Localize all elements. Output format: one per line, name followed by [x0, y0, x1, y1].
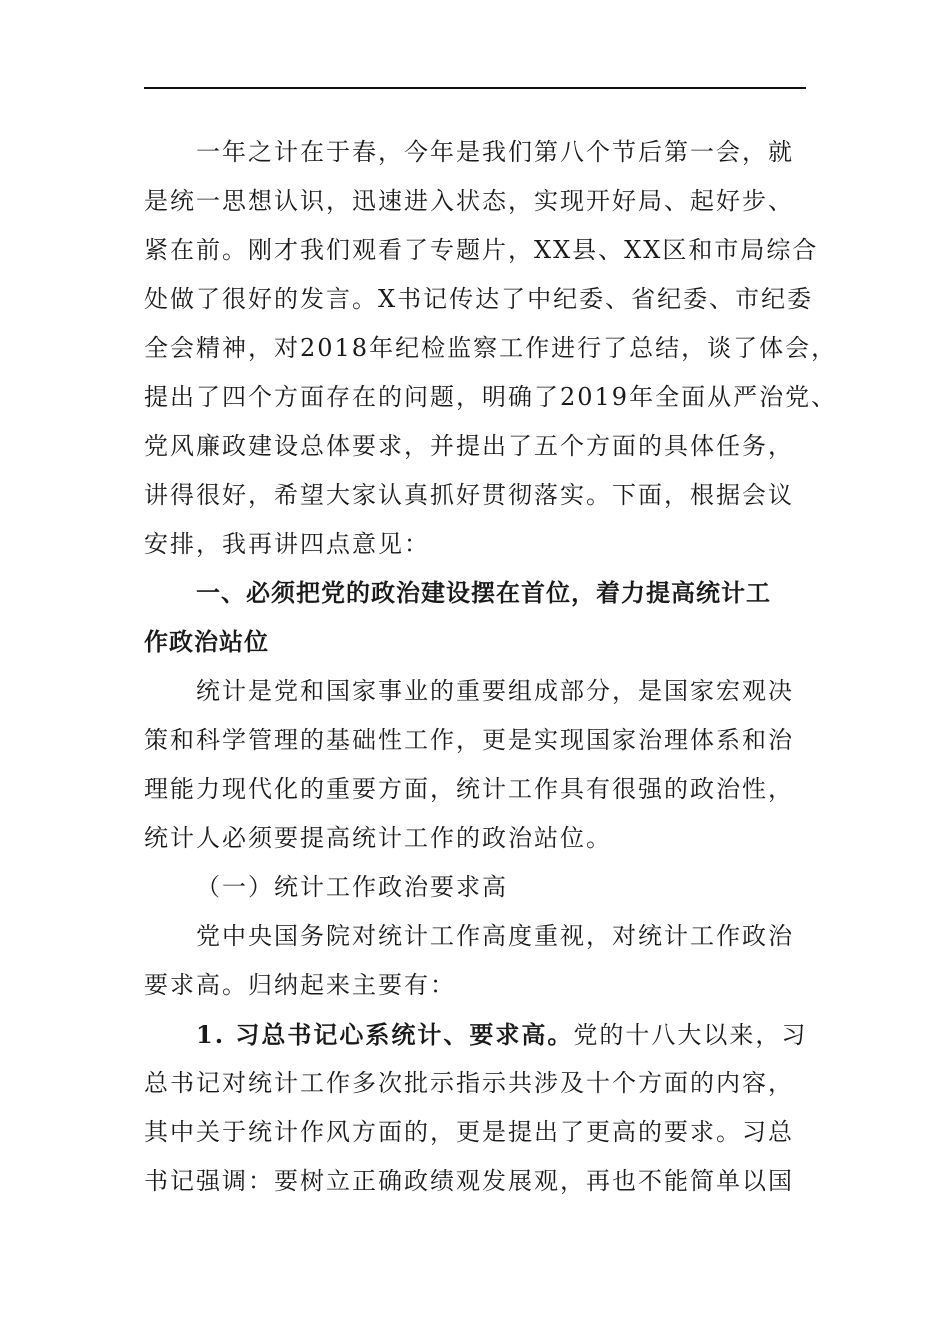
- paragraph-line: 统计人必须要提高统计工作的政治站位。: [144, 824, 612, 852]
- item-heading: 1. 习总书记心系统计、要求高。: [196, 1020, 574, 1049]
- paragraph-line: 一年之计在于春，今年是我们第八个节后第一会，就: [196, 138, 794, 166]
- paragraph-line: 党中央国务院对统计工作高度重视，对统计工作政治: [196, 922, 794, 950]
- paragraph-line: 全会精神，对2018年纪检监察工作进行了总结，谈了体会，: [144, 334, 838, 362]
- section-heading: 作政治站位: [144, 628, 269, 656]
- paragraph-line: 书记强调：要树立正确政绩观发展观，再也不能简单以国: [144, 1167, 794, 1195]
- paragraph-line: 其中关于统计作风方面的，更是提出了更高的要求。习总: [144, 1118, 794, 1146]
- paragraph-line: [144, 1010, 806, 1059]
- subsection-heading: （一）统计工作政治要求高: [196, 873, 508, 901]
- paragraph-line: 处做了很好的发言。X书记传达了中纪委、省纪委、市纪委: [144, 285, 814, 313]
- paragraph-line: 要求高。归纳起来主要有：: [144, 971, 456, 999]
- body-text: [144, 128, 838, 1206]
- paragraph-line: 策和科学管理的基础性工作，更是实现国家治理体系和治: [144, 726, 794, 754]
- paragraph-line: 党风廉政建设总体要求，并提出了五个方面的具体任务，: [144, 432, 794, 460]
- paragraph-line: 安排，我再讲四点意见：: [144, 530, 430, 558]
- header-rule: [144, 87, 806, 89]
- paragraph-line: 理能力现代化的重要方面，统计工作具有很强的政治性，: [144, 775, 794, 803]
- section-heading: 一、必须把党的政治建设摆在首位，着力提高统计工: [196, 579, 771, 607]
- paragraph-line: 统计是党和国家事业的重要组成部分，是国家宏观决: [196, 677, 794, 705]
- paragraph-line: 提出了四个方面存在的问题，明确了2019年全面从严治党、: [144, 383, 838, 411]
- paragraph-line: 总书记对统计工作多次批示指示共涉及十个方面的内容，: [144, 1069, 794, 1097]
- paragraph-line: 讲得很好，希望大家认真抓好贯彻落实。下面，根据会议: [144, 481, 794, 509]
- paragraph-line: 是统一思想认识，迅速进入状态，实现开好局、起好步、: [144, 187, 794, 215]
- paragraph-line: 紧在前。刚才我们观看了专题片，XX县、XX区和市局综合: [144, 236, 819, 264]
- item-text: 党的十八大以来，习: [573, 1021, 808, 1049]
